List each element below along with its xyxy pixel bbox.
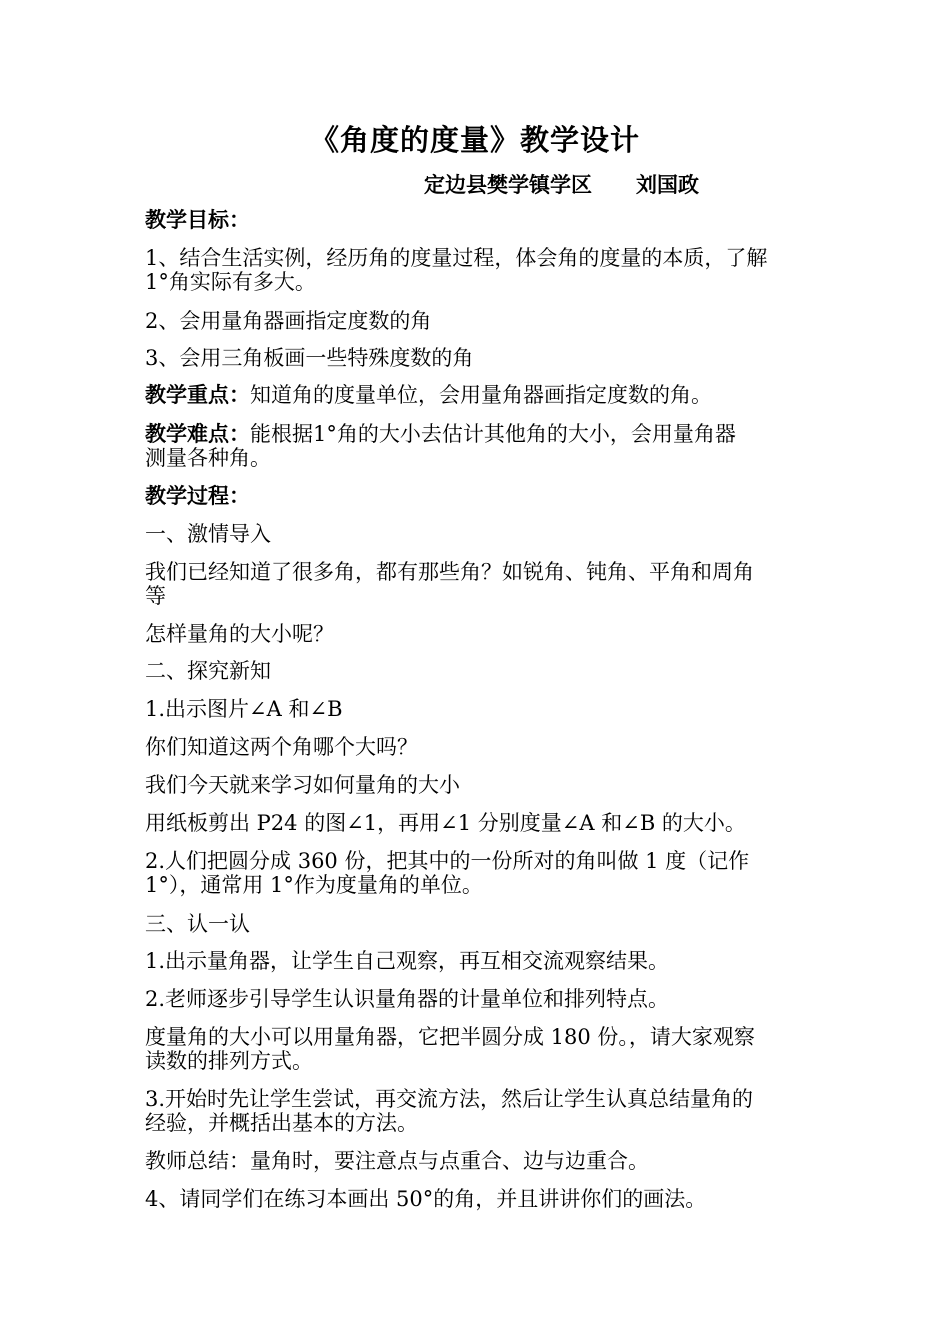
section-2-paragraph-5-line-1: 2.人们把圆分成 360 份，把其中的一份所对的角叫做 1 度（记作	[145, 849, 750, 873]
document-title: 《角度的度量》教学设计	[309, 123, 640, 157]
section-3-paragraph-4-line-1: 3.开始时先让学生尝试，再交流方法，然后让学生认真总结量角的	[145, 1087, 754, 1111]
key-point	[145, 383, 815, 407]
section-3-paragraph-3-line-1: 度量角的大小可以用量角器，它把半圆分成 180 份。，请大家观察	[145, 1025, 755, 1049]
section-2-paragraph-1: 1.出示图片∠A 和∠B	[145, 697, 343, 721]
section-1-paragraph-2: 怎样量角的大小呢？	[145, 622, 334, 646]
author-name: 刘国政	[636, 172, 699, 197]
section-3-paragraph-5: 教师总结：量角时，要注意点与点重合、边与边重合。	[145, 1149, 649, 1173]
objective-2: 2、会用量角器画指定度数的角	[145, 309, 432, 333]
objective-3: 3、会用三角板画一些特殊度数的角	[145, 346, 474, 370]
section-2-paragraph-4: 用纸板剪出 P24 的图∠1，再用∠1 分别度量∠A 和∠B 的大小。	[145, 811, 746, 835]
objectives-heading: 教学目标：	[145, 207, 250, 232]
author-school: 定边县樊学镇学区	[424, 172, 592, 197]
section-3-paragraph-4-line-2: 经验，并概括出基本的方法。	[145, 1111, 418, 1135]
difficulty-label: 教学难点：	[145, 421, 250, 446]
author-line	[424, 169, 699, 199]
section-1-paragraph-1-line-2: 等	[145, 584, 166, 608]
difficulty-line-1	[145, 422, 815, 446]
section-3-paragraph-6: 4、请同学们在练习本画出 50°的角，并且讲讲你们的画法。	[145, 1187, 707, 1211]
section-2-paragraph-3: 我们今天就来学习如何量角的大小	[145, 773, 460, 797]
key-point-text: 知道角的度量单位，会用量角器画指定度数的角。	[250, 383, 712, 407]
section-2-paragraph-2: 你们知道这两个角哪个大吗？	[145, 735, 418, 759]
process-heading: 教学过程：	[145, 483, 250, 508]
section-1-heading: 一、激情导入	[145, 522, 271, 546]
section-3-paragraph-2: 2.老师逐步引导学生认识量角器的计量单位和排列特点。	[145, 987, 670, 1011]
section-2-paragraph-5-line-2: 1°），通常用 1°作为度量角的单位。	[145, 873, 483, 897]
section-3-paragraph-3-line-2: 读数的排列方式。	[145, 1049, 313, 1073]
objective-1-line-1: 1、结合生活实例，经历角的度量过程，体会角的度量的本质，了解	[145, 246, 768, 270]
difficulty-line-2: 测量各种角。	[145, 446, 271, 470]
section-3-heading: 三、认一认	[145, 912, 250, 936]
difficulty-text-1: 能根据1°角的大小去估计其他角的大小，会用量角器	[250, 422, 736, 446]
section-1-paragraph-1-line-1: 我们已经知道了很多角，都有那些角？如锐角、钝角、平角和周角	[145, 560, 754, 584]
section-3-paragraph-1: 1.出示量角器，让学生自己观察，再互相交流观察结果。	[145, 949, 670, 973]
objective-1-line-2: 1°角实际有多大。	[145, 270, 316, 294]
key-point-label: 教学重点：	[145, 382, 250, 407]
section-2-heading: 二、探究新知	[145, 659, 271, 683]
